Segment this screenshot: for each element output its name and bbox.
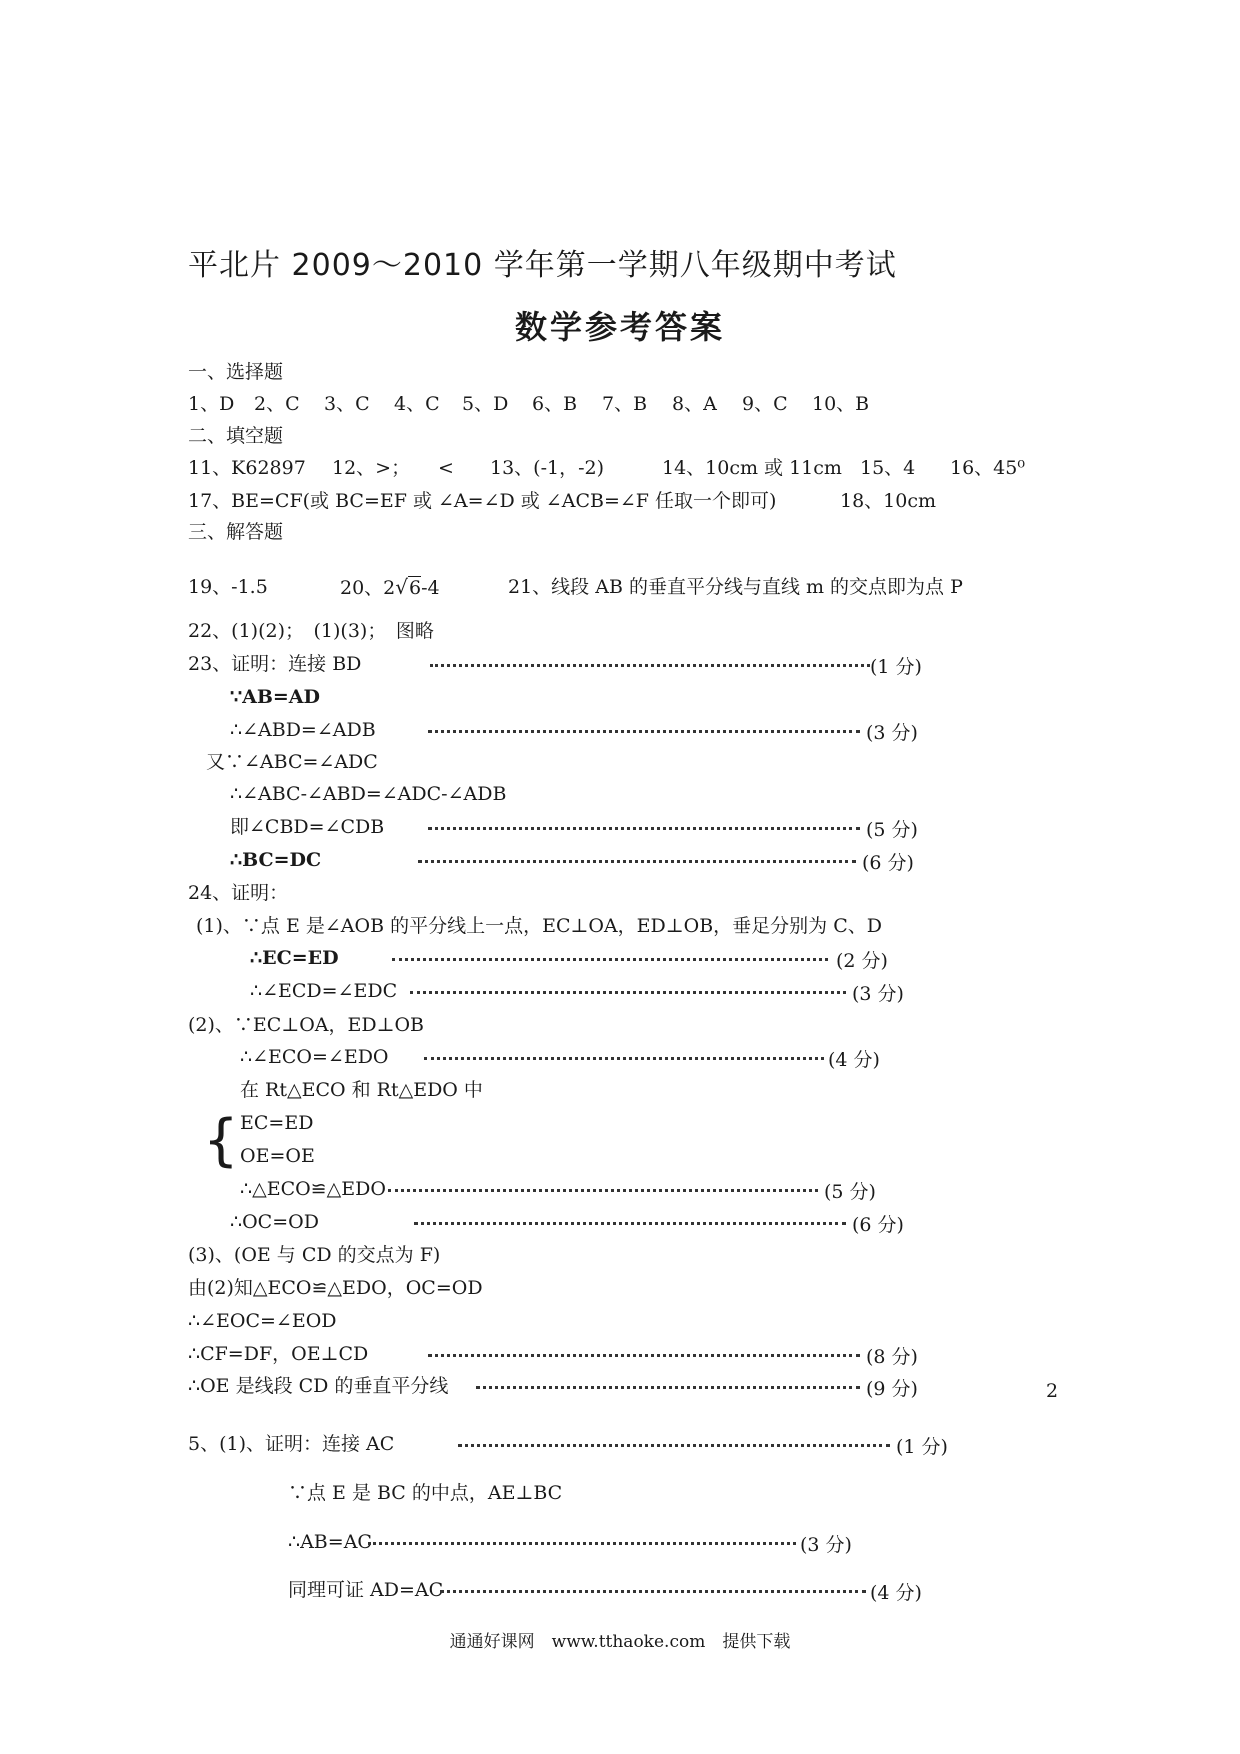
q25-line-1: 5、(1)、证明：连接 AC [188,1433,395,1455]
q24-part1-score-3: (3 分) [852,983,904,1005]
q25-line-3: ∴AB=AC [288,1531,372,1553]
q25-line-2: ∵点 E 是 BC 的中点，AE⊥BC [288,1482,563,1504]
q25-leader-3 [368,1542,796,1545]
answer-6: 6、B [532,393,578,415]
q24-part3-leader-4 [428,1354,860,1357]
answer-4: 4、C [394,393,440,415]
q24-part3-line-2: 由(2)知△ECO≌△EDO，OC=OD [188,1277,483,1299]
q24-part2-score-7: (6 分) [852,1214,904,1236]
answer-18: 18、10cm [840,490,937,512]
answer-5: 5、D [462,393,509,415]
q23-score-1: (1 分) [870,656,922,678]
footer-credit: 通通好课网 www.tthaoke.com 提供下载 [449,1632,791,1652]
q24-part1-leader-3 [410,991,846,994]
q25-score-4: (4 分) [870,1582,922,1604]
q24-part2-line-1: (2)、∵EC⊥OA，ED⊥OB [188,1014,424,1036]
q23-score-3: (3 分) [866,722,918,744]
page-number: 2 [1046,1380,1059,1402]
q25-score-3: (3 分) [800,1534,852,1556]
q23-line-3: ∴∠ABD=∠ADB [230,719,376,741]
q25-line-4: 同理可证 AD=AC [288,1579,444,1601]
answer-16: 16、45⁰ [950,457,1025,479]
document-title: 平北片 2009～2010 学年第一学期八年级期中考试 [188,248,897,283]
document-subtitle: 数学参考答案 [514,308,725,346]
sqrt-sign: √ [395,575,409,599]
q24-part2-line-5: OE=OE [240,1145,315,1167]
q23-leader-3 [428,730,860,733]
answer-20-suffix: -4 [421,577,440,599]
answer-19: 19、-1.5 [188,576,268,598]
q24-part3-line-3: ∴∠EOC=∠EOD [188,1310,337,1332]
q24-part2-score-2: (4 分) [828,1049,880,1071]
answer-8: 8、A [672,393,717,415]
q24-part3-line-5: ∴OE 是线段 CD 的垂直平分线 [188,1375,449,1397]
q24-part2-score-6: (5 分) [824,1181,876,1203]
q24-part2-line-2: ∴∠ECO=∠EDO [240,1046,389,1068]
q24-part2-line-7: ∴OC=OD [230,1211,319,1233]
q23-score-7: (6 分) [862,852,914,874]
answer-12: 12、>； [332,457,411,479]
q25-leader-4 [440,1590,866,1593]
section3-heading: 三、解答题 [188,521,284,543]
q23-score-6: (5 分) [866,819,918,841]
q24-part1-score-2: (2 分) [836,950,888,972]
answer-12b: < [438,457,454,479]
answer-20 [340,575,440,600]
section1-heading: 一、选择题 [188,361,284,383]
q24-part1-line-2: ∴EC=ED [250,947,339,969]
answer-3: 3、C [324,393,370,415]
q25-score-1: (1 分) [896,1436,948,1458]
answer-1: 1、D [188,393,235,415]
answer-10: 10、B [812,393,870,415]
answer-2: 2、C [254,393,300,415]
q23-line-6: 即∠CBD=∠CDB [230,816,385,838]
q24-part1-leader-2 [392,958,828,961]
answer-17: 17、BE=CF(或 BC=EF 或 ∠A=∠D 或 ∠ACB=∠F 任取一个即可) [188,490,777,512]
section2-heading: 二、填空题 [188,425,284,447]
answer-15: 15、4 [860,457,916,479]
answer-13: 13、(-1，-2) [490,457,605,479]
q23-line-7: ∴BC=DC [230,849,322,871]
q23-leader-1 [430,664,870,667]
q23-line-2: ∵AB=AD [230,686,321,708]
q24-part2-leader-2 [424,1057,824,1060]
q24-part2-leader-7 [414,1222,846,1225]
answer-14: 14、10cm 或 11cm [662,457,842,479]
answer-20-radicand: 6 [409,577,422,599]
q23-leader-7 [418,860,856,863]
q24-part3-line-4: ∴CF=DF，OE⊥CD [188,1343,369,1365]
q24-part2-line-6: ∴△ECO≌△EDO [240,1178,386,1200]
answer-21: 21、线段 AB 的垂直平分线与直线 m 的交点即为点 P [508,576,963,598]
q24-part2-leader-6 [388,1189,818,1192]
answer-7: 7、B [602,393,648,415]
q24-part1-line-3: ∴∠ECD=∠EDC [250,980,398,1002]
q24-part3-score-5: (9 分) [866,1378,918,1400]
q24-part1-line-1: (1)、∵点 E 是∠AOB 的平分线上一点，EC⊥OA，ED⊥OB，垂足分别为 C、D [196,915,882,937]
q24-heading: 24、证明： [188,882,289,904]
answer-20-prefix: 20、2 [340,577,396,599]
q24-part2-line-4: EC=ED [240,1112,314,1134]
q23-line-1: 23、证明：连接 BD [188,653,362,675]
q23-leader-6 [428,827,860,830]
q24-part2-line-3: 在 Rt△ECO 和 Rt△EDO 中 [240,1079,483,1101]
q25-leader-1 [458,1444,890,1447]
q23-line-5: ∴∠ABC-∠ABD=∠ADC-∠ADB [230,783,507,805]
q24-part3-score-4: (8 分) [866,1346,918,1368]
answer-22: 22、(1)(2)； (1)(3)； 图略 [188,620,434,642]
q24-part3-line-1: (3)、(OE 与 CD 的交点为 F) [188,1244,441,1266]
answer-11: 11、K62897 [188,457,306,479]
system-brace: { [203,1108,239,1173]
q23-line-4: 又∵∠ABC=∠ADC [206,751,378,773]
q24-part3-leader-5 [476,1386,860,1389]
answer-9: 9、C [742,393,788,415]
